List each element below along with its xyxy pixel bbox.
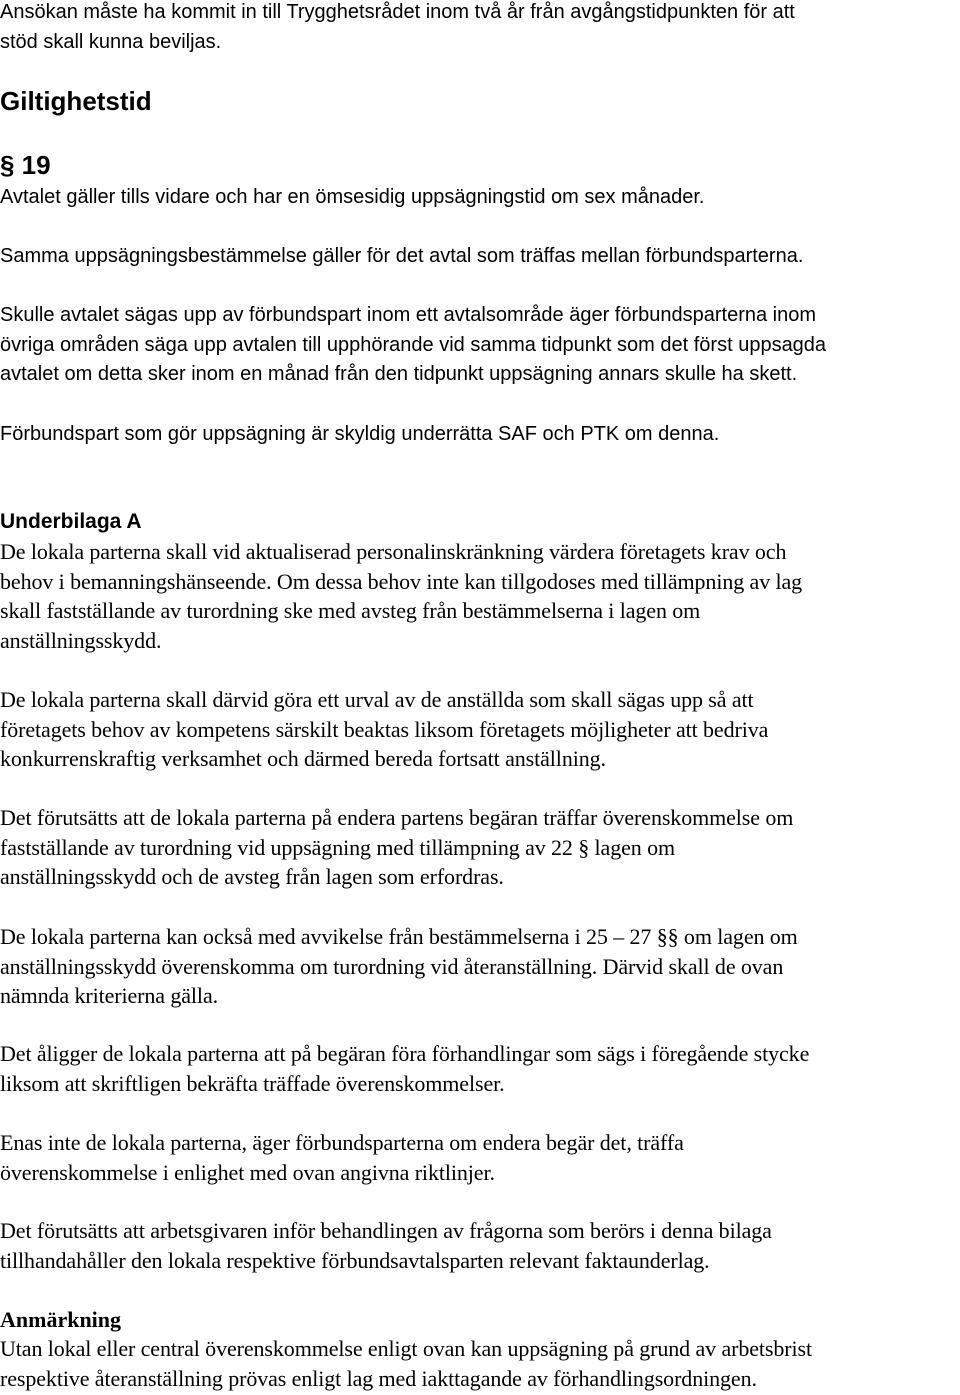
section-19-paragraph bbox=[0, 183, 960, 213]
paragraph-line: övriga områden säga upp avtalen till upphörande vid samma tidpunkt som det först uppsagda bbox=[0, 333, 827, 356]
paragraph-urval bbox=[0, 685, 960, 774]
paragraph-line: skall fastställande av turordning ske med avsteg från bestämmelserna i lagen om bbox=[0, 598, 701, 624]
paragraph-line: Det förutsätts att de lokala parterna på endera partens begäran träffar överenskommelse om bbox=[0, 805, 794, 830]
paragraph-line: liksom att skriftligen bekräfta träffade överenskommelser. bbox=[0, 1070, 505, 1096]
paragraph-anmarkning bbox=[0, 1334, 960, 1393]
heading-underbilaga: Underbilaga A bbox=[0, 510, 142, 533]
paragraph-skulle bbox=[0, 301, 960, 390]
paragraph-avvikelse bbox=[0, 922, 960, 1011]
paragraph-line: anställningsskydd överenskomma om turordning vid återanställning. Därvid skall de ovan bbox=[0, 953, 784, 979]
paragraph-line: Det förutsätts att arbetsgivaren inför behandlingen av frågorna som berörs i denna bilaga bbox=[0, 1218, 772, 1243]
intro-line: stöd skall kunna beviljas. bbox=[0, 30, 222, 53]
paragraph-samma bbox=[0, 242, 960, 272]
paragraph-line: anställningsskydd och de avsteg från lagen som erfordras. bbox=[0, 864, 504, 890]
paragraph-line: Det åligger de lokala parterna att på begäran föra förhandlingar som sägs i föregående stycke bbox=[0, 1041, 810, 1066]
intro-paragraph bbox=[0, 0, 960, 57]
paragraph-line: respektive återanställning prövas enligt lag med iakttagande av förhandlingsordningen. bbox=[0, 1365, 757, 1391]
paragraph-line: konkurrenskraftig verksamhet och därmed bereda fortsatt anställning. bbox=[0, 746, 606, 772]
paragraph-line: tillhandahåller den lokala respektive förbundsavtalsparten relevant faktaunderlag. bbox=[0, 1247, 710, 1273]
paragraph-aligger bbox=[0, 1039, 960, 1098]
paragraph-forutsatts bbox=[0, 803, 960, 892]
heading-anmarkning: Anmärkning bbox=[0, 1307, 122, 1332]
intro-line: Ansökan måste ha kommit in till Trygghetsrådet inom två år från avgångstidpunkten för att bbox=[0, 1, 795, 23]
heading-giltighetstid: Giltighetstid bbox=[0, 86, 152, 116]
paragraph-line: avtalet om detta sker inom en månad från den tidpunkt uppsägning annars skulle ha skett. bbox=[0, 363, 798, 386]
paragraph-line: behov i bemanningshänseende. Om dessa behov inte kan tillgodoses med tillämpning av lag bbox=[0, 568, 803, 594]
paragraph-line: De lokala parterna skall därvid göra ett urval av de anställda som skall sägas upp så att bbox=[0, 687, 754, 712]
paragraph-arbetsgivaren bbox=[0, 1216, 960, 1275]
paragraph-line: Skulle avtalet sägas upp av förbundspart inom ett avtalsområde äger förbundsparterna inom bbox=[0, 304, 817, 326]
paragraph-line: Samma uppsägningsbestämmelse gäller för det avtal som träffas mellan förbundsparterna. bbox=[0, 245, 804, 267]
paragraph-line: Avtalet gäller tills vidare och har en ömsesidig uppsägningstid om sex månader. bbox=[0, 186, 705, 208]
section-19-heading: § 19 bbox=[0, 150, 51, 180]
paragraph-line: fastställande av turordning vid uppsägning med tillämpning av 22 § lagen om bbox=[0, 834, 675, 860]
paragraph-line: Enas inte de lokala parterna, äger förbundsparterna om endera begär det, träffa bbox=[0, 1130, 684, 1155]
paragraph-line: överenskommelse i enlighet med ovan angivna riktlinjer. bbox=[0, 1159, 495, 1185]
paragraph-line: företagets behov av kompetens särskilt beaktas liksom företagets möjligheter att bedriva bbox=[0, 716, 769, 742]
paragraph-enas bbox=[0, 1128, 960, 1187]
paragraph-forbundspart bbox=[0, 420, 960, 450]
paragraph-line: De lokala parterna skall vid aktualiserad personalinskränkning värdera företagets krav och bbox=[0, 539, 787, 564]
paragraph-line: Förbundspart som gör uppsägning är skyldig underrätta SAF och PTK om denna. bbox=[0, 423, 720, 445]
paragraph-line: nämnda kriterierna gälla. bbox=[0, 983, 219, 1009]
paragraph-line: De lokala parterna kan också med avvikelse från bestämmelserna i 25 – 27 §§ om lagen om bbox=[0, 924, 798, 949]
paragraph-line: anställningsskydd. bbox=[0, 627, 162, 653]
paragraph-underbilaga bbox=[0, 537, 960, 655]
paragraph-line: Utan lokal eller central överenskommelse enligt ovan kan uppsägning på grund av arbetsbrist bbox=[0, 1336, 812, 1361]
